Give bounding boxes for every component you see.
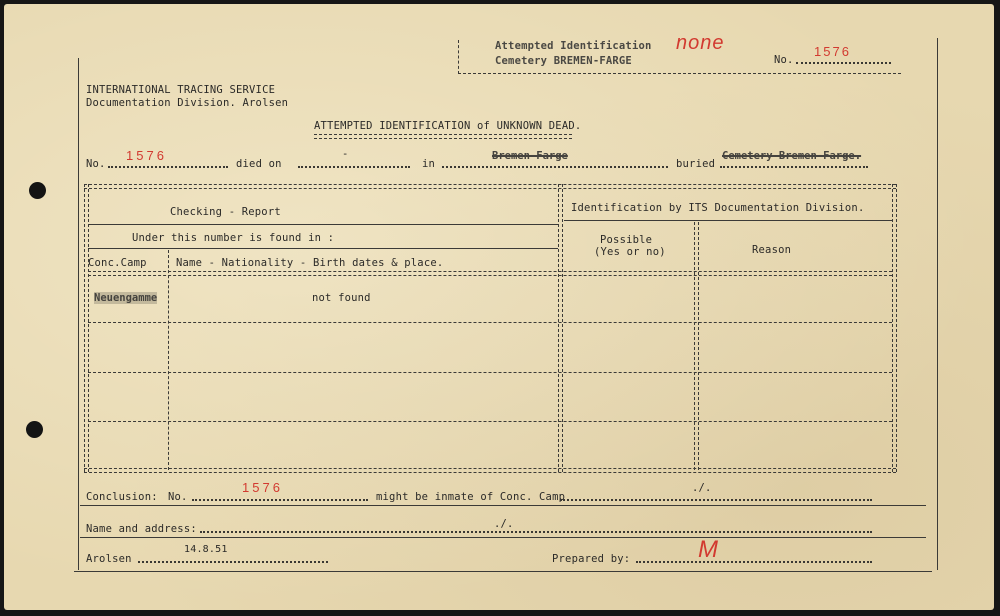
org-name: INTERNATIONAL TRACING SERVICE — [86, 84, 276, 96]
buried-label: buried — [676, 158, 716, 170]
date-value: 14.8.51 — [184, 544, 228, 555]
right-margin-rule — [937, 38, 938, 570]
buried-value: Cemetery Bremen-Farge. — [722, 150, 862, 162]
table-bottom-border — [84, 468, 896, 473]
org-division: Documentation Division. Arolsen — [86, 97, 289, 109]
row-divider-1 — [88, 322, 892, 323]
under-number-rule — [88, 248, 558, 249]
stamp-no-dots — [796, 62, 891, 64]
column-header-underline — [88, 271, 892, 276]
entry-no-dots — [108, 166, 228, 168]
in-dots — [442, 166, 668, 168]
possible-reason-divider — [694, 222, 699, 470]
punch-hole-bottom — [26, 421, 43, 438]
entry-no-label: No. — [86, 158, 106, 170]
stamp-box-left-border — [458, 40, 459, 74]
name-address-rule — [80, 537, 926, 538]
name-address-dots — [200, 531, 872, 533]
col-possible-header-1: Possible — [600, 234, 653, 246]
stamp-no-value: 1576 — [814, 44, 851, 59]
record-card — [4, 4, 994, 610]
camp-name-divider — [168, 250, 169, 470]
prepared-by-initial: M — [698, 536, 720, 563]
right-header-rule — [564, 220, 892, 221]
table-top-border — [84, 184, 896, 189]
prepared-by-label: Prepared by: — [552, 553, 631, 565]
identification-header: Identification by ITS Documentation Division. — [571, 202, 865, 214]
name-address-value: ./. — [494, 518, 514, 530]
inmate-value: ./. — [692, 482, 712, 494]
in-label: in — [422, 158, 436, 170]
conclusion-rule — [80, 505, 926, 506]
row-divider-2 — [88, 372, 892, 373]
row1-camp: Neuengamme — [94, 292, 158, 304]
stamp-line-2: Cemetery BREMEN-FARGE — [495, 55, 632, 67]
table-right-border — [892, 184, 897, 472]
died-on-dots — [298, 166, 410, 168]
row-divider-3 — [88, 421, 892, 422]
conclusion-no-label: No. — [168, 491, 188, 503]
col-reason-header: Reason — [752, 244, 792, 256]
punch-hole-top — [29, 182, 46, 199]
stamp-no-label: No. — [774, 54, 794, 66]
date-dots — [138, 561, 328, 563]
buried-dots — [720, 166, 868, 168]
row1-name: not found — [312, 292, 371, 304]
conclusion-no-dots — [192, 499, 368, 501]
left-margin-rule — [78, 58, 79, 570]
table-left-border — [84, 184, 89, 472]
prepared-by-dots — [636, 561, 872, 563]
died-on-label: died on — [236, 158, 282, 170]
place-label: Arolsen — [86, 553, 132, 565]
stamp-box-bottom-border — [458, 73, 901, 74]
inmate-dots — [560, 499, 872, 501]
stamp-line-1: Attempted Identification — [495, 40, 652, 52]
stamp-red-handwriting: none — [676, 32, 725, 54]
entry-no-value: 1576 — [126, 148, 167, 163]
name-address-label: Name and address: — [86, 523, 197, 535]
document-title: ATTEMPTED IDENTIFICATION of UNKNOWN DEAD. — [314, 120, 582, 132]
conclusion-no-value: 1576 — [242, 480, 283, 495]
col-camp-header: Conc.Camp — [88, 257, 147, 269]
died-on-value: - — [342, 148, 349, 160]
under-number-label: Under this number is found in : — [132, 232, 335, 244]
col-possible-header-2: (Yes or no) — [594, 246, 666, 258]
table-center-divider — [558, 184, 563, 472]
title-underline — [314, 134, 572, 139]
in-value: Bremen-Farge — [492, 150, 568, 162]
left-header-rule — [88, 224, 558, 225]
checking-report-header: Checking - Report — [170, 206, 281, 218]
inmate-label: might be inmate of Conc. Camp — [376, 491, 566, 503]
bottom-rule — [74, 571, 932, 572]
conclusion-label: Conclusion: — [86, 491, 158, 503]
col-name-header: Name - Nationality - Birth dates & place. — [176, 257, 444, 269]
